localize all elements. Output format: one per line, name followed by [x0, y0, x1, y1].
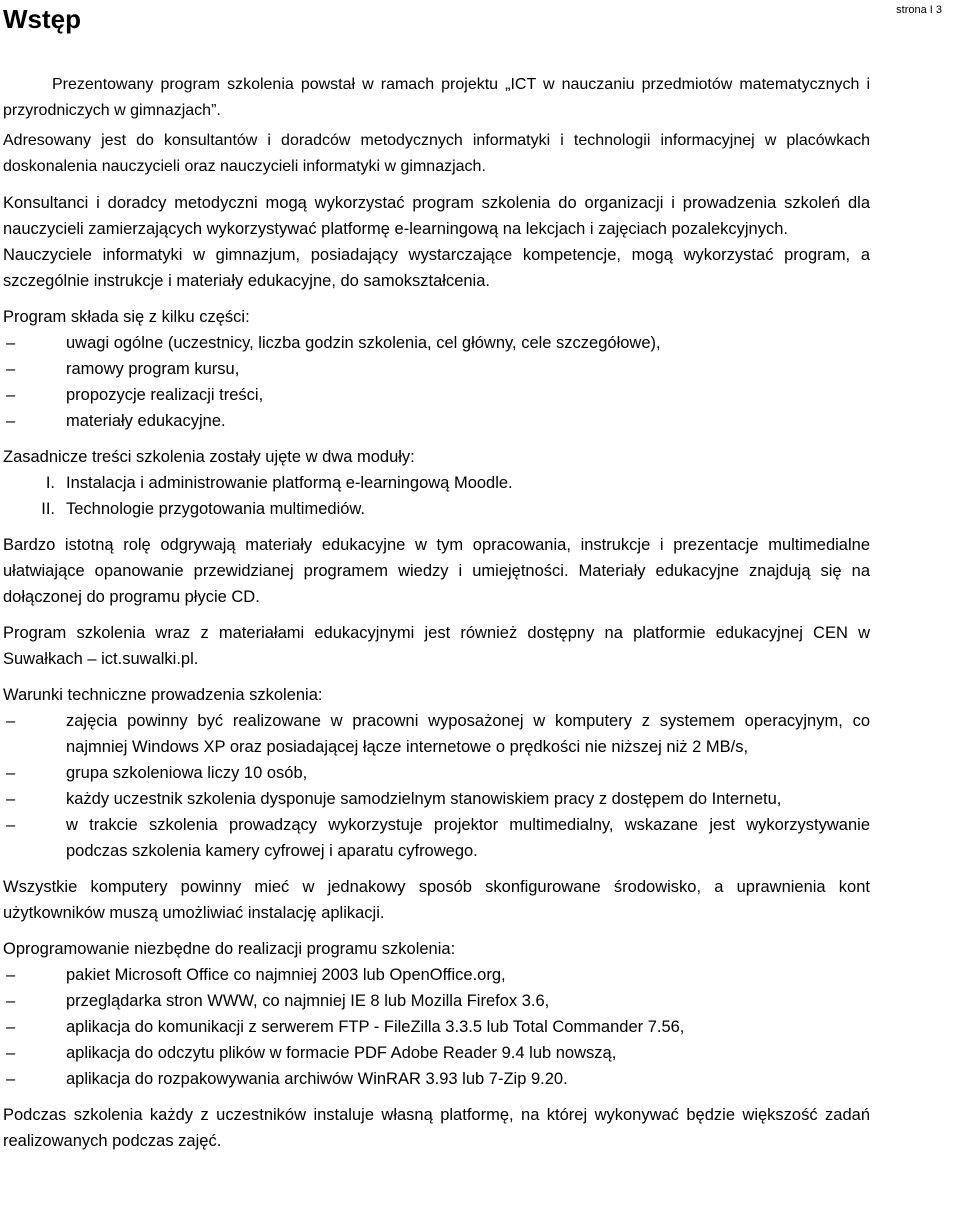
document-body [3, 72, 870, 1154]
dash-marker: – [6, 992, 16, 1010]
dash-marker: – [6, 334, 16, 352]
list-item-text: propozycje realizacji treści, [66, 386, 264, 404]
list-item [3, 1066, 870, 1092]
technical-list [3, 708, 870, 864]
list-item-text: uwagi ogólne (uczestnicy, liczba godzin szkolenia, cel główny, cele szczegółowe), [66, 334, 661, 352]
dash-marker: – [6, 360, 16, 378]
intro-section [3, 72, 870, 180]
software-heading: Oprogramowanie niezbędne do realizacji programu szkolenia: [3, 940, 456, 958]
dash-marker: – [6, 816, 16, 834]
software-section [3, 936, 870, 1092]
list-item-text: ramowy program kursu, [66, 360, 240, 378]
closing-paragraph: Podczas szkolenia każdy z uczestników instaluje własną platformę, na której wykonywać będzie większość zadań realizowanych podczas zajęć. [3, 1106, 870, 1150]
list-item-text: w trakcie szkolenia prowadzący wykorzystuje projektor multimedialny, wskazane jest wykorzystywanie podczas szkolenia kamery cyfrowej i aparatu cyfrowego. [66, 816, 870, 860]
dash-marker: – [6, 966, 16, 984]
materials-paragraph: Bardzo istotną rolę odgrywają materiały edukacyjne w tym opracowania, instrukcje i prezentacje multimedialne ułatwiające opanowanie przewidzianej programem wiedzy i umiejętności. Materiały edukacyjne znajdują się na dołączonej do programu płycie CD. [3, 536, 870, 606]
technical-section [3, 682, 870, 864]
page-header [0, 0, 960, 40]
availability-paragraph: Program szkolenia wraz z materiałami edukacyjnymi jest również dostępny na platformie edukacyjnej CEN w Suwałkach – ict.suwalki.pl. [3, 624, 870, 668]
module-item [3, 470, 870, 496]
intro-paragraph: Prezentowany program szkolenia powstał w ramach projektu „ICT w nauczaniu przedmiotów matematycznych i przyrodniczych w gimnazjach”. [3, 76, 870, 119]
structure-list [3, 330, 870, 434]
usage-paragraph-teachers: Nauczyciele informatyki w gimnazjum, posiadający wystarczające kompetencje, mogą wykorzystać program, a szczególnie instrukcje i materiały edukacyjne, do samokształcenia. [3, 246, 870, 290]
list-item [3, 382, 870, 408]
module-text: Technologie przygotowania multimediów. [66, 500, 365, 518]
module-number: I. [45, 474, 55, 492]
audience-paragraph: Adresowany jest do konsultantów i doradców metodycznych informatyki i technologii informacyjnej w placówkach doskonalenia nauczycieli oraz nauczycieli informatyki w gimnazjach. [3, 132, 870, 175]
module-number: II. [41, 500, 55, 518]
list-item-text: materiały edukacyjne. [66, 412, 226, 430]
list-item [3, 1014, 870, 1040]
modules-list [3, 470, 870, 522]
usage-section [3, 190, 870, 294]
technical-heading: Warunki techniczne prowadzenia szkolenia: [3, 686, 323, 704]
structure-section [3, 304, 870, 434]
list-item-text: aplikacja do odczytu plików w formacie PDF Adobe Reader 9.4 lub nowszą, [66, 1044, 617, 1062]
usage-paragraph-consultants: Konsultanci i doradcy metodyczni mogą wykorzystać program szkolenia do organizacji i prowadzenia szkoleń dla nauczycieli zamierzających wykorzystywać platformę e-learningową na lekcjach i zajęciach pozalekcyjnych. [3, 194, 870, 238]
modules-heading: Zasadnicze treści szkolenia zostały ujęte w dwa moduły: [3, 448, 415, 466]
list-item [3, 812, 870, 864]
structure-heading: Program składa się z kilku części: [3, 308, 250, 326]
dash-marker: – [6, 1070, 16, 1088]
list-item [3, 786, 870, 812]
list-item [3, 760, 870, 786]
list-item [3, 356, 870, 382]
software-list [3, 962, 870, 1092]
list-item-text: pakiet Microsoft Office co najmniej 2003 lub OpenOffice.org, [66, 966, 506, 984]
list-item [3, 408, 870, 434]
list-item-text: każdy uczestnik szkolenia dysponuje samodzielnym stanowiskiem pracy z dostępem do Internetu, [66, 790, 782, 808]
page-title: Wstęp [3, 4, 81, 34]
list-item-text: aplikacja do rozpakowywania archiwów WinRAR 3.93 lub 7-Zip 9.20. [66, 1070, 568, 1088]
modules-section [3, 444, 870, 522]
list-item-text: grupa szkoleniowa liczy 10 osób, [66, 764, 308, 782]
list-item [3, 330, 870, 356]
dash-marker: – [6, 712, 16, 730]
list-item [3, 962, 870, 988]
dash-marker: – [6, 790, 16, 808]
list-item-text: zajęcia powinny być realizowane w pracowni wyposażonej w komputery z systemem operacyjnym, co najmniej Windows XP oraz posiadającej łącze internetowe o prędkości nie niższej niż 2 MB/s, [66, 712, 870, 756]
dash-marker: – [6, 1018, 16, 1036]
dash-marker: – [6, 1044, 16, 1062]
list-item-text: aplikacja do komunikacji z serwerem FTP - FileZilla 3.3.5 lub Total Commander 7.56, [66, 1018, 685, 1036]
list-item [3, 708, 870, 760]
list-item [3, 988, 870, 1014]
dash-marker: – [6, 412, 16, 430]
page-number: strona I 3 [896, 4, 942, 16]
dash-marker: – [6, 386, 16, 404]
config-paragraph: Wszystkie komputery powinny mieć w jednakowy sposób skonfigurowane środowisko, a uprawnienia kont użytkowników muszą umożliwiać instalację aplikacji. [3, 878, 870, 922]
list-item-text: przeglądarka stron WWW, co najmniej IE 8 lub Mozilla Firefox 3.6, [66, 992, 550, 1010]
dash-marker: – [6, 764, 16, 782]
module-item [3, 496, 870, 522]
module-text: Instalacja i administrowanie platformą e-learningową Moodle. [66, 474, 513, 492]
list-item [3, 1040, 870, 1066]
